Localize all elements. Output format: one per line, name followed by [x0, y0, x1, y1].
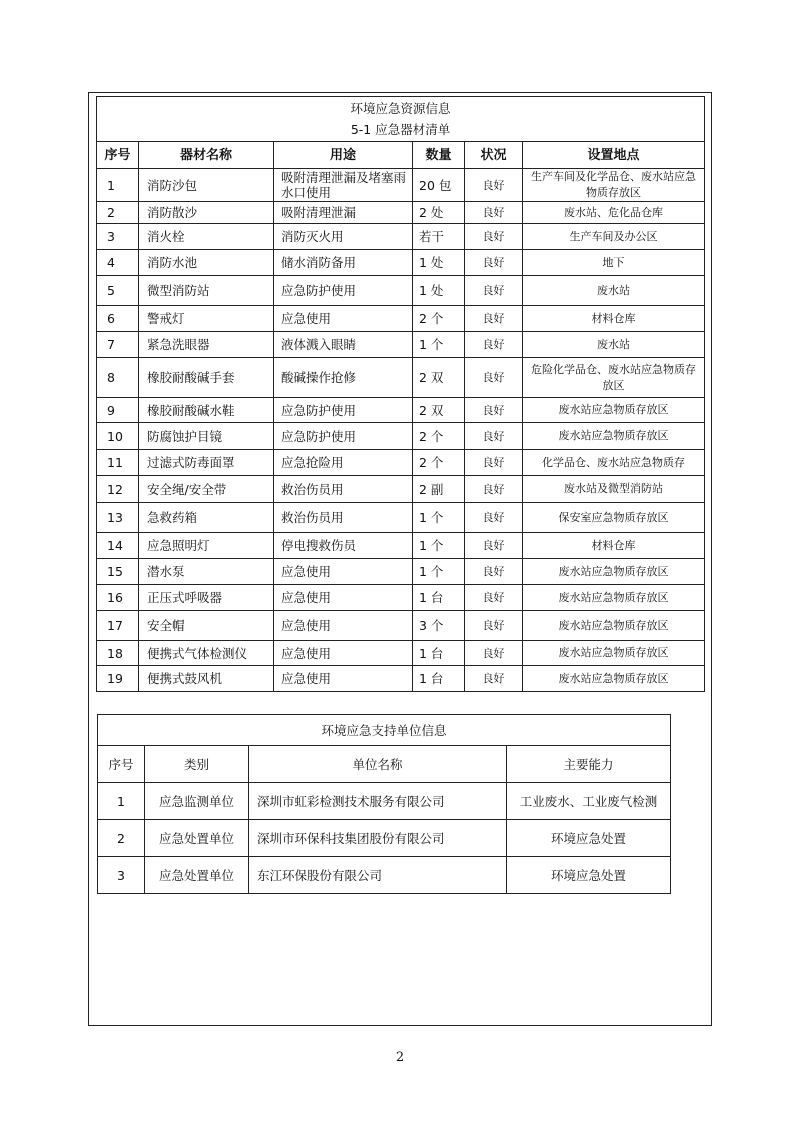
support-unit-name: 东江环保股份有限公司: [249, 857, 507, 894]
resource-no: 6: [97, 306, 139, 332]
resource-no: 17: [97, 611, 139, 641]
support-no: 1: [98, 783, 145, 820]
resource-row: [97, 585, 705, 611]
resource-use: 应急使用: [274, 559, 413, 585]
header-no: 序号: [97, 142, 139, 169]
support-capability: 工业废水、工业废气检测: [507, 783, 671, 820]
resource-state: 良好: [465, 641, 523, 666]
resource-qty: 2 副: [413, 476, 465, 503]
resource-no: 2: [97, 202, 139, 224]
resources-subtitle: 5-1 应急器材清单: [350, 122, 451, 137]
resource-state: 良好: [465, 450, 523, 476]
resources-header-row: [97, 142, 705, 169]
resource-state: 良好: [465, 503, 523, 533]
resource-row: [97, 450, 705, 476]
resource-state: 良好: [465, 169, 523, 202]
resource-location: 废水站应急物质存放区: [523, 585, 705, 611]
header-state: 状况: [465, 142, 523, 169]
resource-use: 救治伤员用: [274, 476, 413, 503]
support-body: [98, 783, 671, 894]
resource-use: 酸碱操作抢修: [274, 358, 413, 398]
resource-name: 消火栓: [139, 224, 274, 250]
resource-name: 橡胶耐酸碱手套: [139, 358, 274, 398]
resource-name: 急救药箱: [139, 503, 274, 533]
support-unit-name: 深圳市环保科技集团股份有限公司: [249, 820, 507, 857]
resource-location: 废水站应急物质存放区: [523, 398, 705, 423]
resource-use: 应急使用: [274, 306, 413, 332]
resource-row: [97, 666, 705, 692]
resource-use: 应急防护使用: [274, 423, 413, 450]
resource-row: [97, 332, 705, 358]
resource-row: [97, 306, 705, 332]
resource-state: 良好: [465, 666, 523, 692]
resource-qty: 1 台: [413, 641, 465, 666]
resource-qty: 2 双: [413, 398, 465, 423]
resource-location: 材料仓库: [523, 306, 705, 332]
resource-no: 8: [97, 358, 139, 398]
resource-state: 良好: [465, 276, 523, 306]
resource-state: 良好: [465, 224, 523, 250]
resource-location: 危险化学品仓、废水站应急物质存放区: [523, 358, 705, 398]
resource-no: 9: [97, 398, 139, 423]
resource-qty: 1 个: [413, 559, 465, 585]
resource-state: 良好: [465, 358, 523, 398]
support-no: 3: [98, 857, 145, 894]
resource-no: 14: [97, 533, 139, 559]
resource-qty: 2 个: [413, 306, 465, 332]
resource-use: 应急使用: [274, 585, 413, 611]
resource-use: 消防灭火用: [274, 224, 413, 250]
resource-row: [97, 503, 705, 533]
resource-qty: 若干: [413, 224, 465, 250]
resource-no: 16: [97, 585, 139, 611]
resource-qty: 20 包: [413, 169, 465, 202]
support-category: 应急监测单位: [145, 783, 249, 820]
resource-use: 吸附清理泄漏: [274, 202, 413, 224]
support-table: [97, 714, 671, 894]
resource-use: 应急防护使用: [274, 398, 413, 423]
resource-row: [97, 559, 705, 585]
resources-table: [96, 96, 705, 692]
resource-row: [97, 533, 705, 559]
resource-location: 废水站: [523, 332, 705, 358]
resource-name: 消防水池: [139, 250, 274, 276]
resource-state: 良好: [465, 423, 523, 450]
resource-location: 地下: [523, 250, 705, 276]
resource-name: 紧急洗眼器: [139, 332, 274, 358]
resource-location: 废水站及微型消防站: [523, 476, 705, 503]
support-title: 环境应急支持单位信息: [98, 715, 671, 746]
resource-state: 良好: [465, 398, 523, 423]
resource-location: 废水站、危化品仓库: [523, 202, 705, 224]
resource-no: 3: [97, 224, 139, 250]
support-header-row: [98, 746, 671, 783]
support-capability: 环境应急处置: [507, 857, 671, 894]
resource-state: 良好: [465, 585, 523, 611]
resource-name: 橡胶耐酸碱水鞋: [139, 398, 274, 423]
header-qty: 数量: [413, 142, 465, 169]
support-header-category: 类别: [145, 746, 249, 783]
resource-no: 7: [97, 332, 139, 358]
resource-no: 15: [97, 559, 139, 585]
resource-qty: 2 处: [413, 202, 465, 224]
resources-title-row: [97, 97, 705, 142]
resource-state: 良好: [465, 559, 523, 585]
support-row: [98, 820, 671, 857]
support-category: 应急处置单位: [145, 857, 249, 894]
resource-use: 救治伤员用: [274, 503, 413, 533]
resource-row: [97, 224, 705, 250]
resource-qty: 1 个: [413, 533, 465, 559]
resource-state: 良好: [465, 332, 523, 358]
resource-row: [97, 202, 705, 224]
resource-location: 废水站应急物质存放区: [523, 666, 705, 692]
header-location: 设置地点: [523, 142, 705, 169]
resource-location: 保安室应急物质存放区: [523, 503, 705, 533]
support-unit-name: 深圳市虹彩检测技术服务有限公司: [249, 783, 507, 820]
resource-qty: 1 台: [413, 666, 465, 692]
resource-row: [97, 423, 705, 450]
resource-use: 应急防护使用: [274, 276, 413, 306]
resource-state: 良好: [465, 202, 523, 224]
support-category: 应急处置单位: [145, 820, 249, 857]
resource-state: 良好: [465, 250, 523, 276]
resource-row: [97, 276, 705, 306]
resource-row: [97, 476, 705, 503]
resource-location: 材料仓库: [523, 533, 705, 559]
support-no: 2: [98, 820, 145, 857]
resource-use: 储水消防备用: [274, 250, 413, 276]
resource-no: 4: [97, 250, 139, 276]
resource-location: 化学品仓、废水站应急物质存: [523, 450, 705, 476]
resource-name: 安全帽: [139, 611, 274, 641]
resources-title: 环境应急资源信息: [350, 101, 451, 116]
resource-qty: 2 个: [413, 450, 465, 476]
resource-location: 废水站应急物质存放区: [523, 423, 705, 450]
resource-qty: 1 处: [413, 276, 465, 306]
resources-title-cell: [97, 97, 705, 142]
resource-qty: 2 个: [413, 423, 465, 450]
resource-name: 警戒灯: [139, 306, 274, 332]
resource-name: 便携式鼓风机: [139, 666, 274, 692]
resource-use: 液体溅入眼睛: [274, 332, 413, 358]
resource-no: 12: [97, 476, 139, 503]
support-header-unit: 单位名称: [249, 746, 507, 783]
resource-location: 废水站: [523, 276, 705, 306]
resource-use: 应急使用: [274, 611, 413, 641]
resource-row: [97, 611, 705, 641]
page-number: 2: [395, 1050, 405, 1065]
support-header-capability: 主要能力: [507, 746, 671, 783]
resource-name: 潜水泵: [139, 559, 274, 585]
resource-name: 消防沙包: [139, 169, 274, 202]
header-name: 器材名称: [139, 142, 274, 169]
resource-state: 良好: [465, 611, 523, 641]
resource-state: 良好: [465, 476, 523, 503]
resource-row: [97, 358, 705, 398]
resource-location: 生产车间及化学品仓、废水站应急物质存放区: [523, 169, 705, 202]
support-capability: 环境应急处置: [507, 820, 671, 857]
resource-no: 10: [97, 423, 139, 450]
resource-row: [97, 250, 705, 276]
resource-no: 11: [97, 450, 139, 476]
resource-qty: 1 个: [413, 332, 465, 358]
resource-row: [97, 641, 705, 666]
resource-name: 微型消防站: [139, 276, 274, 306]
resource-qty: 2 双: [413, 358, 465, 398]
resource-no: 13: [97, 503, 139, 533]
resource-use: 停电搜救伤员: [274, 533, 413, 559]
resource-no: 19: [97, 666, 139, 692]
support-title-row: [98, 715, 671, 746]
resource-name: 安全绳/安全带: [139, 476, 274, 503]
resource-location: 生产车间及办公区: [523, 224, 705, 250]
resource-location: 废水站应急物质存放区: [523, 611, 705, 641]
resources-body: [97, 169, 705, 692]
resource-state: 良好: [465, 306, 523, 332]
resource-name: 防腐蚀护目镜: [139, 423, 274, 450]
resource-use: 应急使用: [274, 666, 413, 692]
resource-qty: 1 处: [413, 250, 465, 276]
resource-name: 便携式气体检测仪: [139, 641, 274, 666]
resource-use: 应急抢险用: [274, 450, 413, 476]
support-header-no: 序号: [98, 746, 145, 783]
support-row: [98, 857, 671, 894]
resource-location: 废水站应急物质存放区: [523, 641, 705, 666]
resource-qty: 3 个: [413, 611, 465, 641]
resource-qty: 1 台: [413, 585, 465, 611]
resource-state: 良好: [465, 533, 523, 559]
resource-location: 废水站应急物质存放区: [523, 559, 705, 585]
resource-no: 1: [97, 169, 139, 202]
resource-name: 消防散沙: [139, 202, 274, 224]
resource-name: 过滤式防毒面罩: [139, 450, 274, 476]
resource-row: [97, 398, 705, 423]
resource-no: 18: [97, 641, 139, 666]
resource-no: 5: [97, 276, 139, 306]
resource-name: 应急照明灯: [139, 533, 274, 559]
support-row: [98, 783, 671, 820]
resource-name: 正压式呼吸器: [139, 585, 274, 611]
header-use: 用途: [274, 142, 413, 169]
resource-qty: 1 个: [413, 503, 465, 533]
resource-use: 吸附清理泄漏及堵塞雨水口使用: [274, 169, 413, 202]
resource-row: [97, 169, 705, 202]
resource-use: 应急使用: [274, 641, 413, 666]
